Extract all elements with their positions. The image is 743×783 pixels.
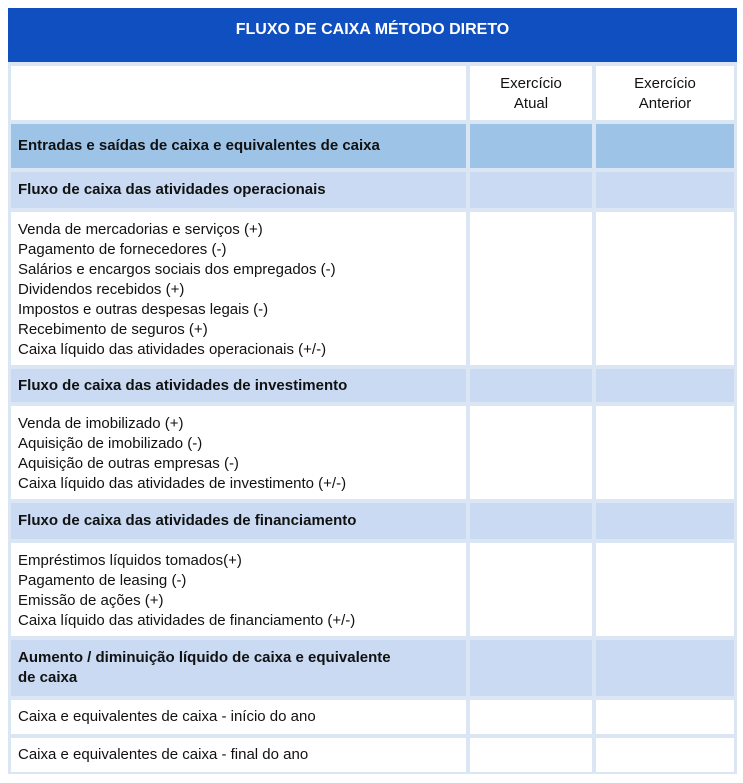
operational-item: Dividendos recebidos (+) <box>18 281 185 298</box>
operational-item: Salários e encargos sociais dos empregados (-) <box>18 261 336 278</box>
beginning-current-cell[interactable] <box>470 700 592 734</box>
operational-item: Recebimento de seguros (+) <box>18 321 208 338</box>
column-header-current-line2: Atual <box>513 95 549 112</box>
investment-previous-value-cell[interactable] <box>596 406 734 499</box>
financing-item: Emissão de ações (+) <box>18 592 164 609</box>
operational-item: Impostos e outras despesas legais (-) <box>18 301 269 318</box>
header-empty-cell <box>11 66 466 120</box>
column-header-previous-line2: Anterior <box>638 95 692 112</box>
operational-item: Pagamento de fornecedores (-) <box>18 241 227 258</box>
investment-item: Caixa líquido das atividades de investimento (+/-) <box>18 475 347 492</box>
ending-current-cell[interactable] <box>470 738 592 772</box>
financing-item: Pagamento de leasing (-) <box>18 572 187 589</box>
main-section-current-cell <box>470 124 592 168</box>
financing-section-header <box>11 503 466 539</box>
main-section-previous-cell <box>596 124 734 168</box>
table-title: FLUXO DE CAIXA MÉTODO DIRETO <box>8 8 737 62</box>
net-change-label-line2: de caixa <box>18 669 78 686</box>
operational-header-current-cell <box>470 172 592 208</box>
investment-item: Aquisição de outras empresas (-) <box>18 455 239 472</box>
investment-item: Venda de imobilizado (+) <box>18 415 184 432</box>
operational-section-header-label: Fluxo de caixa das atividades operacionais <box>18 181 326 198</box>
column-header-current-line1: Exercício <box>500 75 562 92</box>
net-change-current-cell[interactable] <box>470 640 592 696</box>
investment-item: Aquisição de imobilizado (-) <box>18 435 203 452</box>
operational-item: Venda de mercadorias e serviços (+) <box>18 221 263 238</box>
ending-balance-row <box>11 738 466 772</box>
investment-items-cell <box>11 406 466 499</box>
financing-header-current-cell <box>470 503 592 539</box>
beginning-balance-label: Caixa e equivalentes de caixa - início do ano <box>18 708 316 725</box>
financing-items-cell <box>11 543 466 636</box>
net-change-header <box>11 640 466 696</box>
column-header-previous <box>596 66 734 120</box>
operational-previous-value-cell[interactable] <box>596 212 734 365</box>
operational-current-value-cell[interactable] <box>470 212 592 365</box>
financing-header-previous-cell <box>596 503 734 539</box>
ending-previous-cell[interactable] <box>596 738 734 772</box>
investment-header-previous-cell <box>596 369 734 402</box>
column-header-previous-line1: Exercício <box>634 75 696 92</box>
beginning-balance-row <box>11 700 466 734</box>
net-change-label-line1: Aumento / diminuição líquido de caixa e equivalente <box>18 649 391 666</box>
investment-section-header-label: Fluxo de caixa das atividades de investimento <box>18 376 348 394</box>
operational-header-previous-cell <box>596 172 734 208</box>
ending-balance-label: Caixa e equivalentes de caixa - final do ano <box>18 746 309 763</box>
investment-section-header <box>11 369 466 402</box>
operational-section-header <box>11 172 466 208</box>
financing-item: Caixa líquido das atividades de financiamento (+/-) <box>18 612 356 629</box>
beginning-previous-cell[interactable] <box>596 700 734 734</box>
financing-section-header-label: Fluxo de caixa das atividades de financiamento <box>18 512 357 529</box>
financing-previous-value-cell[interactable] <box>596 543 734 636</box>
investment-current-value-cell[interactable] <box>470 406 592 499</box>
investment-header-current-cell <box>470 369 592 402</box>
column-header-current <box>470 66 592 120</box>
financing-item: Empréstimos líquidos tomados(+) <box>18 552 242 569</box>
net-change-previous-cell[interactable] <box>596 640 734 696</box>
financing-current-value-cell[interactable] <box>470 543 592 636</box>
main-section-header-label: Entradas e saídas de caixa e equivalentes de caixa <box>18 137 380 154</box>
operational-items-cell <box>11 212 466 365</box>
main-section-header <box>11 124 466 168</box>
operational-item: Caixa líquido das atividades operacionais (+/-) <box>18 341 327 358</box>
